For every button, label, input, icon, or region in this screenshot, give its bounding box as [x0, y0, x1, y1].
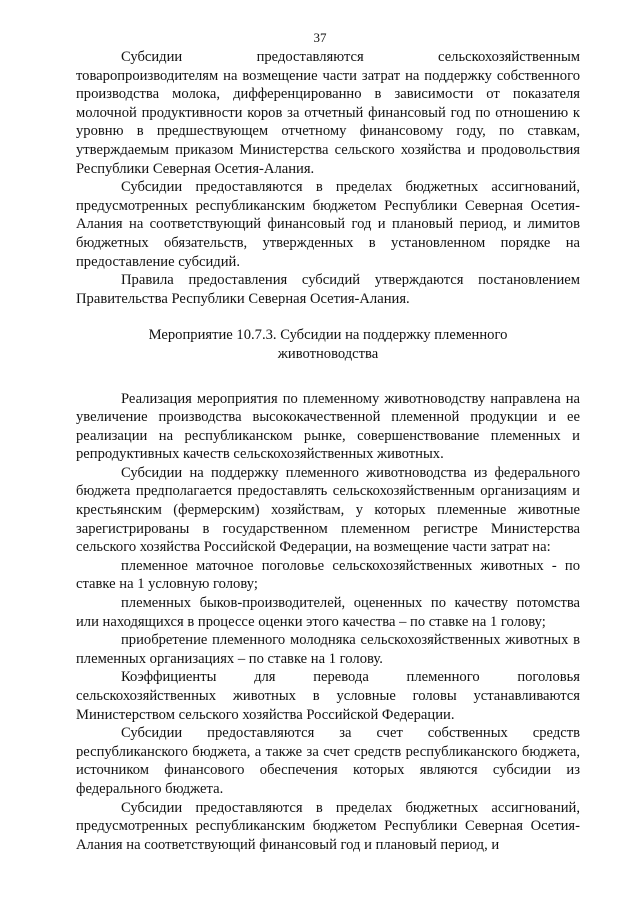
section-heading	[76, 326, 580, 363]
section-heading-line2: животноводства	[277, 345, 379, 362]
list-item-breeding-stock: племенное маточное поголовье сельскохозяйственных животных - по ставке на 1 условную голову;	[76, 557, 580, 593]
page-number: 37	[313, 30, 327, 45]
document-body	[76, 48, 580, 854]
section-heading-line1: Мероприятие 10.7.3. Субсидии на поддержку племенного	[148, 327, 508, 344]
paragraph-coefficients: Коэффициенты для перевода племенного поголовья сельскохозяйственных животных в условные головы устанавливаются Министерством сельского хозяйства Российской Федерации.	[76, 669, 580, 723]
paragraph-milk-subsidy: Субсидии предоставляются сельскохозяйственным товаропроизводителям на возмещение части затрат на поддержку собственного производства молока, дифференцированно в зависимости от показателя молочной продуктивности коров за отчетный финансовый год по отношению к уровню в предшествующем отчетному финансовому году, по ставкам, утверждаемым приказом Министерства сельского хозяйства и продовольствия Республики Северная Осетия-Алания.	[76, 49, 580, 177]
list-item-young-stock: приобретение племенного молодняка сельскохозяйственных животных в племенных организациях – по ставке на 1 голову.	[76, 632, 580, 667]
paragraph-federal-support: Субсидии на поддержку племенного животноводства из федерального бюджета предполагается предоставлять сельскохозяйственным организациям и крестьянским (фермерским) хозяйствам, у которых племенные животные зарегистрированы в государственном племенном регистре Министерства сельского хозяйства Российской Федерации, на возмещение части затрат на:	[76, 464, 580, 556]
paragraph-implementation: Реализация мероприятия по племенному животноводству направлена на увеличение производства высококачественной племенной продукции и ее реализации на республиканском рынке, совершенствование племенных и репродуктивных качеств сельскохозяйственных животных.	[76, 390, 580, 463]
paragraph-rules: Правила предоставления субсидий утверждаются постановлением Правительства Республики Северная Осетия-Алания.	[76, 272, 580, 307]
paragraph-funding-sources: Субсидии предоставляются за счет собственных средств республиканского бюджета, а также за счет средств республиканского бюджета, источником финансового обеспечения которых являются субсидии из федерального бюджета.	[76, 725, 580, 797]
list-item-breeding-bulls: племенных быков-производителей, оцененных по качеству потомства или находящихся в процессе оценки этого качества – по ставке на 1 голову;	[76, 595, 580, 630]
paragraph-budget-allocations: Субсидии предоставляются в пределах бюджетных ассигнований, предусмотренных республиканским бюджетом Республики Северная Осетия-Алания на соответствующий финансовый год и плановый период, и	[76, 799, 580, 853]
paragraph-budget-limits: Субсидии предоставляются в пределах бюджетных ассигнований, предусмотренных республиканским бюджетом Республики Северная Осетия-Алания на соответствующий финансовый год и плановый период, и лимитов бюджетных обязательств, утвержденных в установленном порядке на предоставление субсидий.	[76, 179, 580, 270]
